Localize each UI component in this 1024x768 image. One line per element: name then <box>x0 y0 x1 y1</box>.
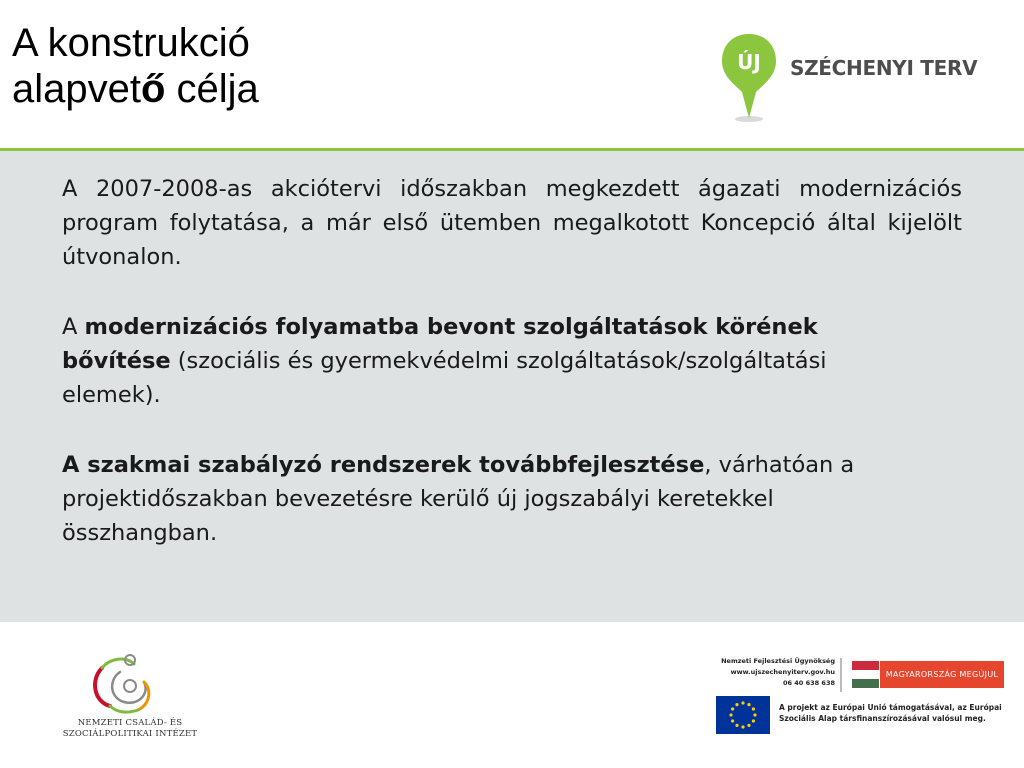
eu-flag-icon <box>716 696 770 734</box>
paragraph-2-prefix: A <box>62 314 85 340</box>
logo-badge-text: ÚJ <box>737 50 761 74</box>
slide-footer <box>0 622 1024 768</box>
hungarian-flag-icon <box>852 661 879 688</box>
content-panel <box>0 151 1024 622</box>
szechenyi-terv-logo <box>718 30 1008 128</box>
institute-name <box>50 718 210 740</box>
eu-note-line-1: A projekt az Európai Unió támogatásával, az Európai <box>779 703 1002 712</box>
agency-info <box>700 656 835 689</box>
paragraph-2-bold: modernizációs folyamatba bevont szolgáltatások körének bővítése <box>62 314 818 374</box>
paragraph-3 <box>62 448 892 550</box>
map-pin-icon <box>722 34 776 118</box>
slide-title <box>12 20 259 112</box>
title-line-2-bold: ő <box>140 67 166 111</box>
agency-url: www.ujszechenyiterv.gov.hu <box>730 668 835 676</box>
agency-phone: 06 40 638 638 <box>782 679 835 687</box>
agency-name: Nemzeti Fejlesztési Ügynökség <box>721 657 835 665</box>
paragraph-1: A 2007-2008-as akciótervi időszakban megkezdett ágazati modernizációs program folytatása, a már első ütemben megalkotott Koncepció által kijelölt útvonalon. <box>62 176 962 270</box>
paragraph-3-bold: A szakmai szabályzó rendszerek továbbfejlesztése <box>62 452 705 478</box>
paragraph-2 <box>62 310 892 412</box>
title-line-2-end: célja <box>165 67 259 111</box>
slogan-badge: MAGYARORSZÁG MEGÚJUL <box>880 661 1004 688</box>
institute-line-2: SZOCIÁLPOLITIKAI INTÉZET <box>62 729 198 739</box>
footer-divider <box>840 658 842 692</box>
logo-wordmark: SZÉCHENYI TERV <box>790 56 978 80</box>
paragraph-2-rest: (szociális és gyermekvédelmi szolgáltatások/szolgáltatási elemek). <box>62 348 827 408</box>
paragraph-3-rest: , várhatóan a projektidőszakban bevezetésre kerülő új jogszabályi keretekkel összhangban. <box>62 452 855 546</box>
eu-funding-note <box>779 702 1019 724</box>
slide-header <box>0 0 1024 148</box>
title-line-2-start: alapvet <box>12 67 141 111</box>
family-figure-icon <box>80 650 180 716</box>
eu-note-line-2: Szociális Alap társfinanszírozásával valósul meg. <box>779 714 986 723</box>
institute-line-1: NEMZETI CSALÁD- ÉS <box>77 718 183 728</box>
title-line-1: A konstrukció <box>12 21 250 65</box>
